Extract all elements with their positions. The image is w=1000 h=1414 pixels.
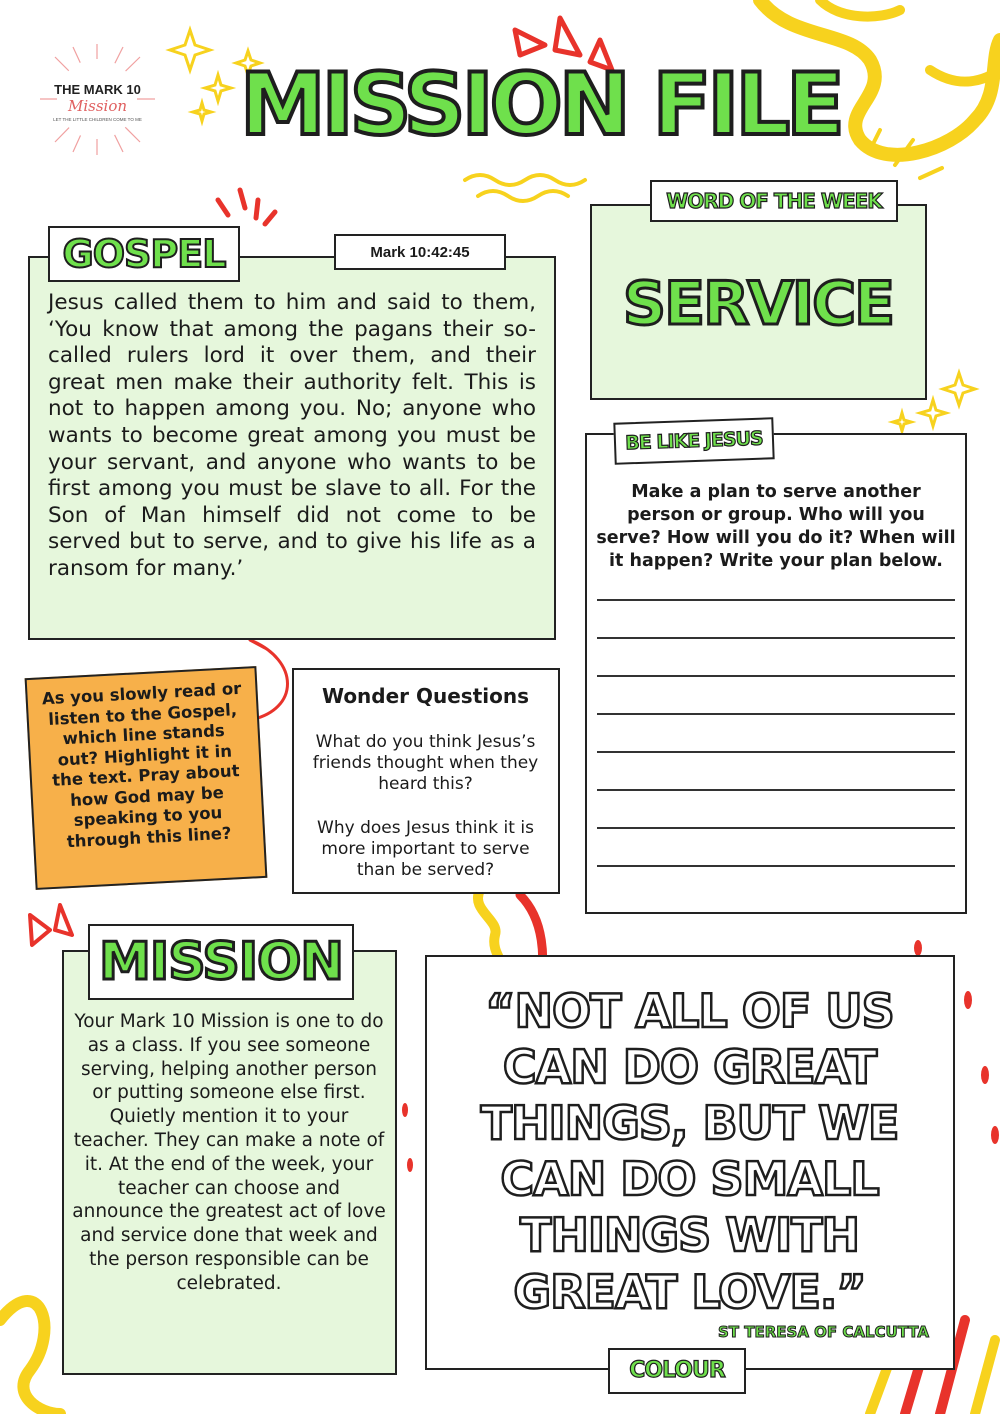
red-dashes-gospel (218, 190, 275, 224)
be-like-jesus-prompt: Make a plan to serve another person or group. Who will you serve? How will you do it? When will it happen? Write your plan below. (596, 482, 956, 571)
wonder-questions-panel (292, 668, 560, 894)
reflection-note-text: As you slowly read or listen to the Gospel, which line stands out? Highlight it in the text. Pray about how God may be speaking to you through this line? (41, 678, 242, 851)
writing-line[interactable] (597, 827, 955, 829)
red-triangle-doodle-2 (555, 18, 580, 55)
gospel-panel (28, 256, 556, 640)
gospel-reference: Mark 10:42:45 (370, 243, 470, 261)
gospel-tab (48, 226, 240, 282)
writing-line[interactable] (597, 675, 955, 677)
mark10-logo (35, 42, 160, 157)
gospel-reference-tag (334, 234, 506, 270)
yellow-wave-2 (478, 191, 568, 201)
writing-line[interactable] (597, 713, 955, 715)
gospel-text: Jesus called them to him and said to them, ‘You know that among the pagans their so-called rulers lord it over them, and their great men make their authority felt. This is not to happen among you. No; anyone who wants to become great among you must be your servant, and anyone who wants to be first among you must be slave to all. For the Son of Man himself did not come to be served but to serve, and to give his life as a ransom for many.’ (48, 290, 536, 581)
mission-tab (88, 924, 354, 1000)
quote-text: “NOT ALL OF US CAN DO GREAT THINGS, BUT WE CAN DO SMALL THINGS WITH GREAT LOVE.” (480, 984, 899, 1319)
wonder-question-1: What do you think Jesus’s friends thought when they heard this? (312, 732, 539, 794)
quote-attribution: ST TERESA OF CALCUTTA (717, 1323, 929, 1341)
yellow-wave-1 (465, 175, 585, 185)
logo-line2: Mission (67, 97, 128, 115)
wonder-title: Wonder Questions (321, 684, 530, 708)
writing-line[interactable] (597, 789, 955, 791)
word-of-week-tab-label: WORD OF THE WEEK (666, 189, 882, 213)
logo-line1: THE MARK 10 (54, 82, 141, 97)
colour-tab (608, 1348, 746, 1394)
colour-tab-label: COLOUR (629, 1358, 725, 1383)
mission-tab-label: MISSION (99, 932, 343, 992)
word-of-week-panel (590, 204, 927, 400)
be-like-jesus-tab-label: BE LIKE JESUS (624, 427, 764, 454)
be-like-jesus-tab (613, 417, 774, 465)
word-of-week-tab (650, 180, 898, 222)
red-triangle-doodle-1 (515, 30, 545, 55)
quote-panel (425, 955, 955, 1370)
word-of-week-word: SERVICE (622, 269, 894, 339)
logo-tagline: LET THE LITTLE CHILDREN COME TO ME (53, 117, 142, 122)
red-triangle-doodle-5 (55, 905, 72, 935)
page-title: MISSION FILE (240, 55, 841, 155)
writing-line[interactable] (597, 599, 955, 601)
mission-panel (62, 950, 397, 1375)
writing-line[interactable] (597, 637, 955, 639)
yellow-curve-bottom-left (0, 1301, 60, 1414)
plan-writing-lines (597, 599, 955, 903)
red-triangle-doodle-4 (30, 915, 50, 945)
writing-line[interactable] (597, 751, 955, 753)
gospel-tab-label: GOSPEL (62, 232, 226, 276)
mission-text: Your Mark 10 Mission is one to do as a class. If you see someone serving, helping another person or putting someone else first. Quietly mention it to your teacher. They can make a note of it. At the end of the week, your teacher can choose and announce the greatest act of love and service done that week and the person responsible can be celebrated. (72, 1011, 386, 1294)
wonder-question-2: Why does Jesus think it is more important to serve than be served? (317, 818, 534, 880)
reflection-sticky-note (25, 666, 268, 890)
writing-line[interactable] (597, 865, 955, 867)
be-like-jesus-panel (585, 433, 967, 914)
